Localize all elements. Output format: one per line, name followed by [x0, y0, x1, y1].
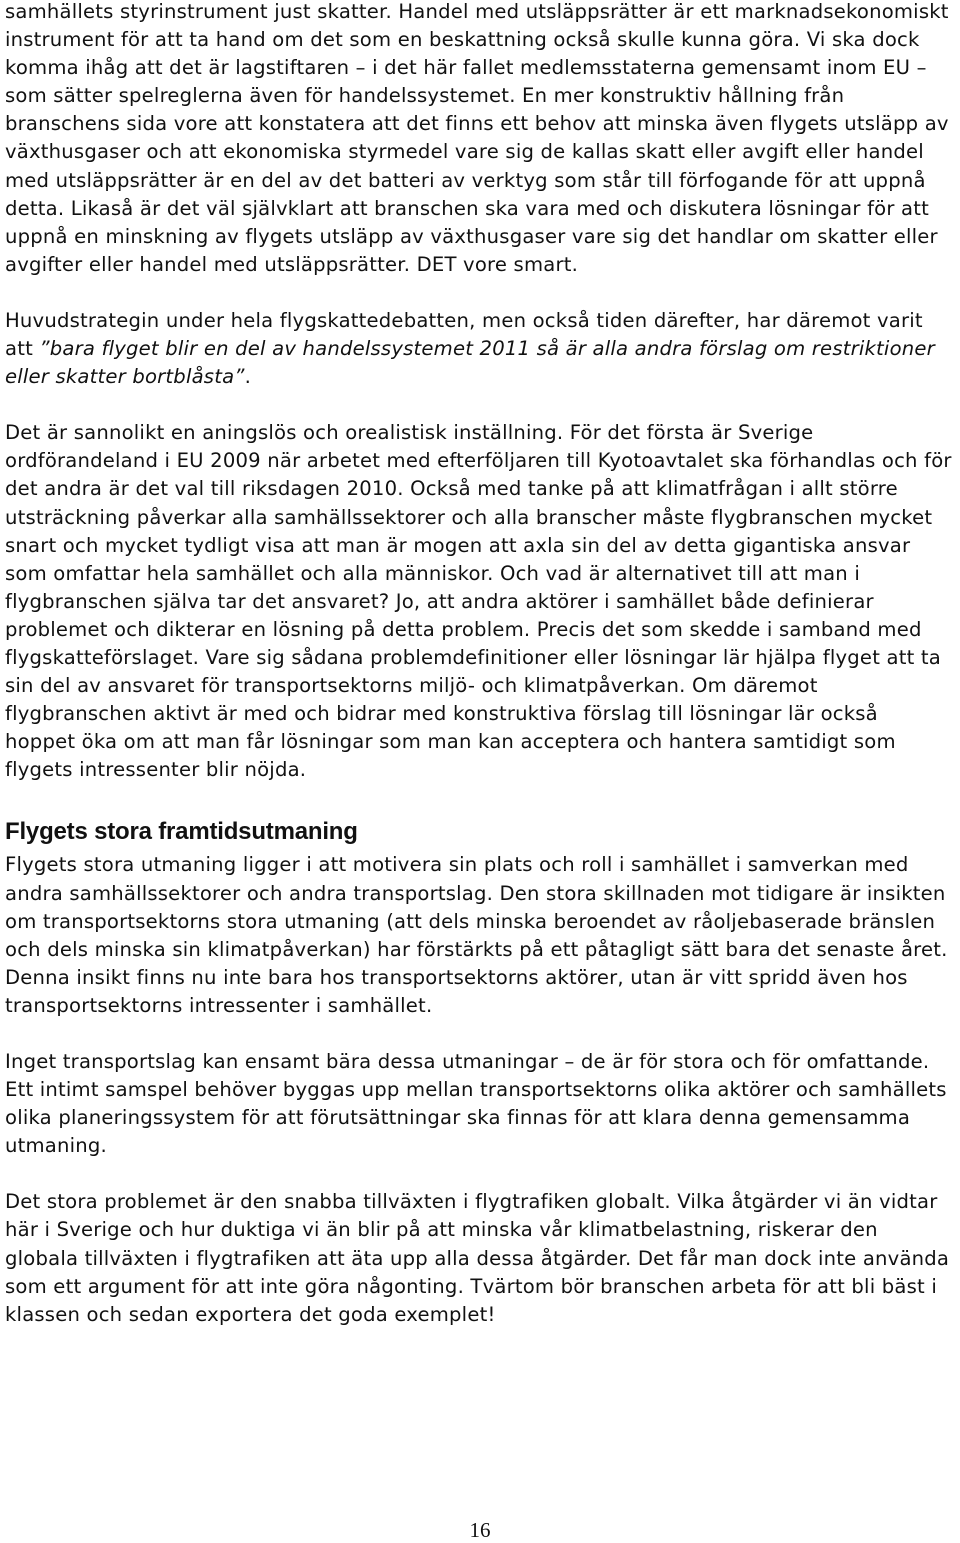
paragraph-punctuation: .	[244, 365, 252, 389]
paragraph-text: Det är sannolikt en aningslös och orealistisk inställning. För det första är Sverige ordförandeland i EU 2009 när arbetet med efterföljaren till Kyotoavtalet ska förhandlas och för det andra är det val till riksdagen 2010. Också med tanke på att klimatfrågan i allt större utsträckning påverkar alla samhällssektorer och alla branscher måste flygbranschen mycket snart och mycket tydligt visa att man är mogen att axla sin del av detta gigantiska ansvar som omfattar hela samhället och alla människor. Och vad är alternativet till att man i flygbranschen själva tar det ansvaret? Jo, att andra aktörer i samhället både definierar problemet och dikterar en lösning på detta problem. Precis det som skedde i samband med flygskatteförslaget. Vare sig sådana problemdefinitioner eller lösningar lär hjälpa flyget att ta sin del av ansvaret för transportsektorns miljö- och klimatpåverkan. Om däremot flygbranschen aktivt är med och bidrar med konstruktiva förslag till lösningar lär också hoppet öka om att man får lösningar som man kan acceptera och hantera samtidigt som flygets intressenter blir nöjda.	[5, 421, 952, 782]
paragraph-text: Huvudstrategin under hela flygskattedebatten, men också tiden därefter, har däremot varit att	[5, 308, 923, 361]
section-paragraph-2: Inget transportslag kan ensamt bära dessa utmaningar – de är för stora och för omfattande. Ett intimt samspel behöver byggas upp mellan transportsektorns olika aktörer och samhällets olika planeringssystem för att förutsättningar ska finnas för att klara denna gemensamma utmaning.	[5, 1050, 947, 1158]
paragraph-text: samhällets styrinstrument just skatter. Handel med utsläppsrätter är ett marknadsekonomiskt instrument för att ta hand om det som en beskattning också skulle kunna göra. Vi ska dock komma ihåg att det är lagstiftaren – i det här fallet medlemsstaterna gemensamt inom EU – som sätter spelreglerna även för handelssystemet. En mer konstruktiv hållning från branschens sida vore att konstatera att det finns ett behov att minska även flygets utsläpp av växthusgaser och att ekonomiska styrmedel vare sig de kallas skatt eller avgift eller handel med utsläppsrätter är en del av det batteri av verktyg som står till förfogande för att uppnå detta. Likaså är det väl självklart att branschen ska vara med och diskutera lösningar för att uppnå en minskning av flygets utsläpp av växthusgaser vare sig det handlar om skatter eller avgifter eller handel med utsläppsrätter. DET vore smart.	[5, 0, 949, 276]
page-number: 16	[469, 1518, 491, 1542]
body-paragraph-2	[5, 307, 953, 391]
body-paragraph-3	[5, 419, 953, 784]
quoted-emphasis: ”bara flyget blir en del av handelssystemet 2011 så är alla andra förslag om restriktioner eller skatter bortblåsta”	[5, 337, 935, 389]
section-heading: Flygets stora framtidsutmaning	[5, 818, 358, 846]
body-paragraph-1	[5, 0, 953, 279]
document-page	[5, 0, 953, 1329]
section-paragraph-1: Flygets stora utmaning ligger i att motivera sin plats och roll i samhället i samverkan med andra samhällssektorer och andra transportslag. Den stora skillnaden mot tidigare är insikten om transportsektorns stora utmaning (att dels minska beroendet av råoljebaserade bränslen och dels minska sin klimatpåverkan) har förstärkts på ett påtagligt sätt bara det senaste året. Denna insikt finns nu inte bara hos transportsektorns aktörer, utan är vitt spridd även hos transportsektorns intressenter i samhället.	[5, 853, 948, 1017]
section-paragraph-3: Det stora problemet är den snabba tillväxten i flygtrafiken globalt. Vilka åtgärder vi än vidtar här i Sverige och hur duktiga vi än blir på att minska vår klimatbelastning, riskerar den globala tillväxten i flygtrafiken att äta upp alla dessa åtgärder. Det får man dock inte använda som ett argument för att inte göra någonting. Tvärtom bör branschen arbeta för att bli bäst i klassen och sedan exportera det goda exemplet!	[5, 1190, 950, 1326]
